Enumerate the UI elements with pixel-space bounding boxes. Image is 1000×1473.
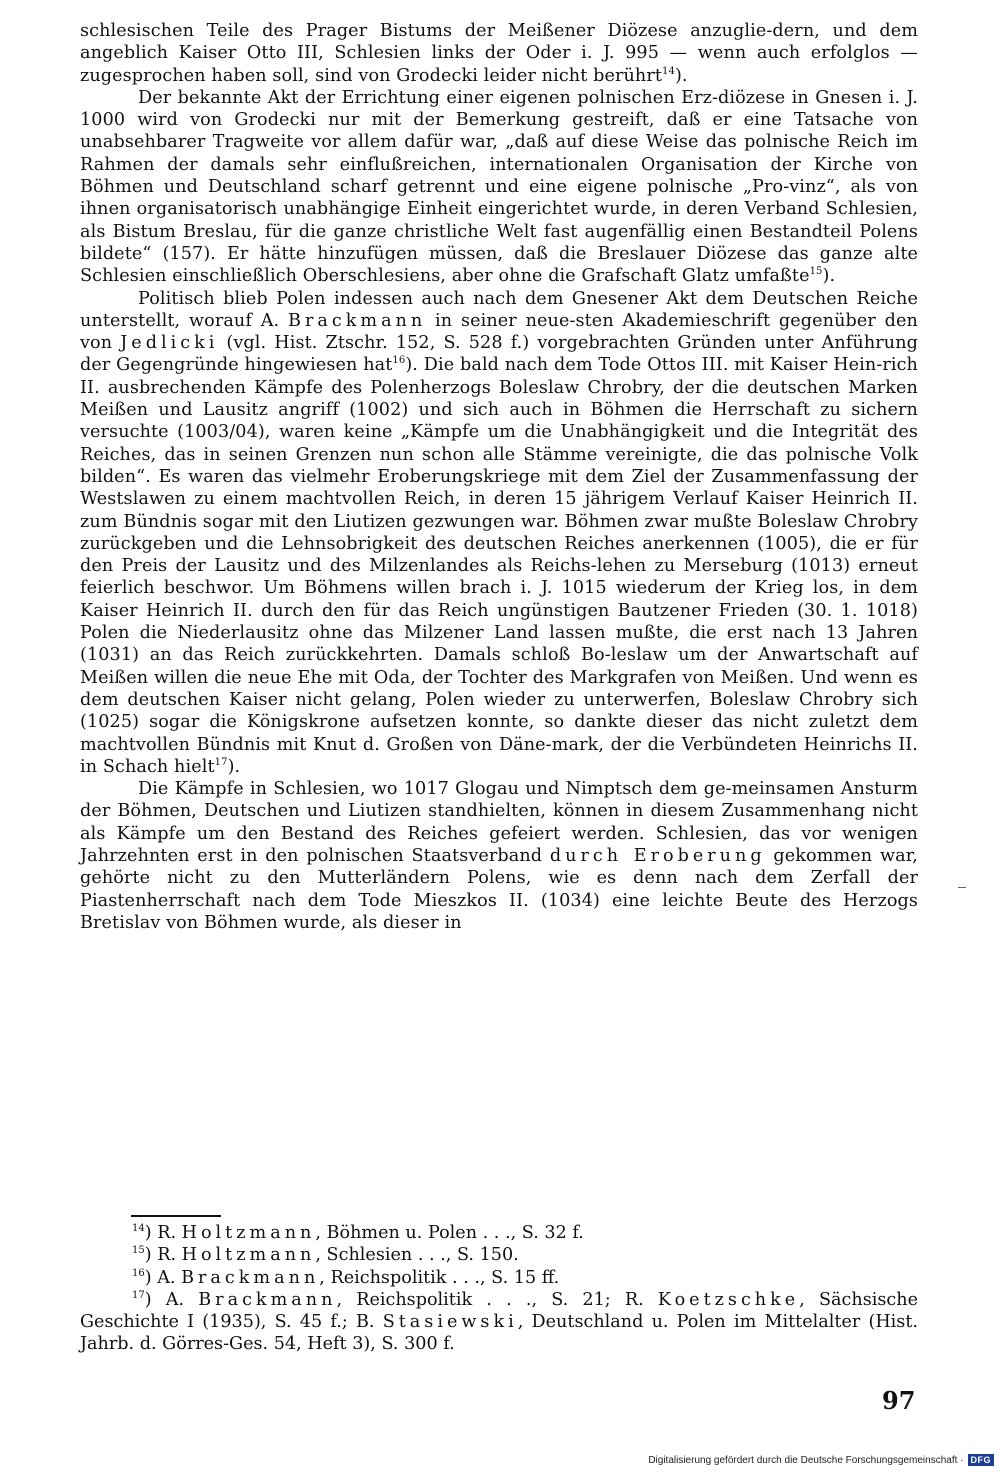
text-run: ) R. <box>144 1245 182 1266</box>
text-run: , Reichspolitik . . ., S. 15 ff. <box>319 1267 560 1288</box>
text-run: ). <box>227 756 241 777</box>
footnote-ref: 14 <box>662 65 675 77</box>
text-run: (vgl. Hist. Ztschr. 152, S. 528 f.) vorgebrachten Gründen unter Anführung der Gegengründe hingewiesen hat <box>80 333 918 376</box>
footnote-ref: 15 <box>132 1245 145 1257</box>
spaced-name: Stasiewski <box>382 1312 518 1333</box>
text-run: ) A. <box>144 1267 182 1288</box>
footnotes <box>80 1222 918 1356</box>
text-run: ). <box>822 266 836 287</box>
text-run: ). Die bald nach dem Tode Ottos III. mit Kaiser Hein-rich II. ausbrechenden Kämpfe des Polenherzogs Boleslaw Chrobry, der die deutschen Marken Meißen und Lausitz angriff (1002) und sich auch in Böhmen die Herrschaft zu sichern versuchte (1003/04), waren keine „Kämpfe um die Unabhängigkeit und die Integrität des Reiches, das in seinen Grenzen nun schon alle Stämme vereinigte, die das polnische Volk bilden“. Es waren das vielmehr Eroberungskriege mit dem Ziel der Zusammenfassung der Westslawen zu einem machtvollen Reich, in deren 15 jährigem Verlauf Kaiser Heinrich II. zum Bündnis sogar mit den Liutizen gezwungen war. Böhmen zwar mußte Boleslaw Chrobry zurückgeben und die Lehnsobrigkeit des deutschen Reiches anerkennen (1005), die er für den Preis der Lausitz und des Milzenlandes als Reichs-lehen zu Merseburg (1013) erneut feierlich beschwor. Um Böhmens willen brach i. J. 1015 wiederum der Krieg los, in dem Kaiser Heinrich II. durch den für das Reich ungünstigen Bautzener Frieden (30. 1. 1018) Polen die Niederlausitz ohne das Milzener Land lassen mußte, die erst nach 13 Jahren (1031) an das Reich zurückkehrten. Damals schloß Bo-leslaw um der Anwartschaft auf Meißen willen die neue Ehe mit Oda, der Tochter des Markgrafen von Meißen. Und wenn es dem deutschen Kaiser nicht gelang, Polen wieder zu unterwerfen, Boleslaw Chrobry sich (1025) sogar die Königskrone aufsetzen konnte, so dankte dieser das nicht zuletzt dem machtvollen Bündnis mit Knut d. Großen von Däne-mark, der die Verbündeten Heinrichs II. in Schach hielt <box>80 355 918 777</box>
spaced-name: Brackmann <box>198 1289 337 1310</box>
digitization-footer <box>648 1454 994 1466</box>
footnote-17 <box>80 1289 918 1356</box>
spaced-name: Koetzschke <box>657 1289 800 1310</box>
spaced-name: Jedlicki <box>120 333 219 354</box>
spaced-name: Holtzmann <box>181 1245 316 1266</box>
margin-mark <box>958 887 966 888</box>
text-run: , Sächsische Geschichte I (1935), S. 45 f.; B. <box>80 1289 918 1333</box>
paragraph-1 <box>80 20 918 87</box>
text-run: , Böhmen u. Polen . . ., S. 32 f. <box>315 1223 584 1243</box>
text-run: Der bekannte Akt der Errichtung einer eigenen polnischen Erz-diözese in Gnesen i. J. 1000 wird von Grodecki nur mit der Bemerkung gestreift, daß er eine Tatsache von unabsehbarer Tragweite vor allem dafür war, „daß auf diese Weise das polnische Reich im Rahmen der damals sehr einflußreichen, internationalen Organisation der Kirche von Böhmen und Deutschland scharf getrennt und eine eigene polnische „Pro-vinz“, als von ihnen organisatorisch unabhängige Einheit eingerichtet wurde, in deren Verband Schlesien, als Bistum Breslau, für die ganze christliche Welt fast augenfällig einen Bestandteil Polens bildete“ (157). Er hätte hinzufügen müssen, daß die Breslauer Diözese das ganze alte Schlesien einschließlich Oberschlesiens, aber ohne die Grafschaft Glatz umfaßte <box>80 87 918 287</box>
footnote-16 <box>80 1267 918 1289</box>
footnote-ref: 17 <box>132 1290 145 1302</box>
spaced-name: Brackmann <box>181 1267 320 1288</box>
footnote-ref: 17 <box>214 756 228 768</box>
text-run: gekommen war, gehörte nicht zu den Mutterländern Polens, wie es denn nach dem Zerfall der Piastenherrschaft nach dem Tode Mieszkos II. (1034) eine leichte Beute des Herzogs Bretislav von Böhmen wurde, als dieser in <box>80 845 919 933</box>
paragraph-4 <box>80 778 918 934</box>
paragraph-2 <box>80 87 918 288</box>
spaced-name: Holtzmann <box>181 1223 316 1243</box>
spaced-name: durch Eroberung <box>549 845 766 866</box>
text-run: , Reichspolitik . . ., S. 21; R. <box>336 1289 658 1310</box>
page-number: 97 <box>882 1386 916 1415</box>
text-run: Politisch blieb Polen indessen auch nach dem Gnesener Akt dem Deutschen Reiche unterstellt, worauf A. <box>80 288 918 331</box>
paragraph-3 <box>80 288 918 779</box>
main-text <box>80 20 918 934</box>
text-run: Die Kämpfe in Schlesien, wo 1017 Glogau und Nimptsch dem ge-meinsamen Ansturm der Böhmen, Deutschen und Liutizen standhielten, können in diesem Zusammenhang nicht als Kämpfe um den Bestand des Reiches gefeiert werden. Schlesien, das vor wenigen Jahrzehnten erst in den polnischen Staatsverband <box>80 779 918 866</box>
text-run: ) A. <box>144 1289 199 1310</box>
text-run: schlesischen Teile des Prager Bistums der Meißener Diözese anzuglie-dern, und dem angeblich Kaiser Otto III, Schlesien links der Oder i. J. 995 — wenn auch erfolglos — zugesprochen haben soll, sind von Grodecki leider nicht berührt <box>80 21 918 86</box>
text-run: ) R. <box>144 1223 182 1243</box>
spaced-name: Brackmann <box>288 310 427 331</box>
text-run: ). <box>674 65 688 86</box>
dfg-logo-icon: DFG <box>968 1454 995 1466</box>
footnote-ref: 16 <box>132 1267 145 1279</box>
footnote-rule <box>131 1215 221 1217</box>
footnote-ref: 16 <box>392 355 406 367</box>
footnote-ref: 14 <box>132 1223 145 1235</box>
footnote-14 <box>80 1222 918 1244</box>
footnote-ref: 15 <box>809 266 823 278</box>
text-run: in seiner neue-sten Akademieschrift gegenüber den von <box>80 310 918 354</box>
text-run: , Schlesien . . ., S. 150. <box>315 1245 519 1266</box>
footnote-15 <box>80 1244 918 1266</box>
text-run: , Deutschland u. Polen im Mittelalter (Hist. Jahrb. d. Görres-Ges. 54, Heft 3), S. 300 f. <box>80 1312 918 1355</box>
footer-text: Digitalisierung gefördert durch die Deutsche Forschungsgemeinschaft · <box>648 1454 964 1466</box>
